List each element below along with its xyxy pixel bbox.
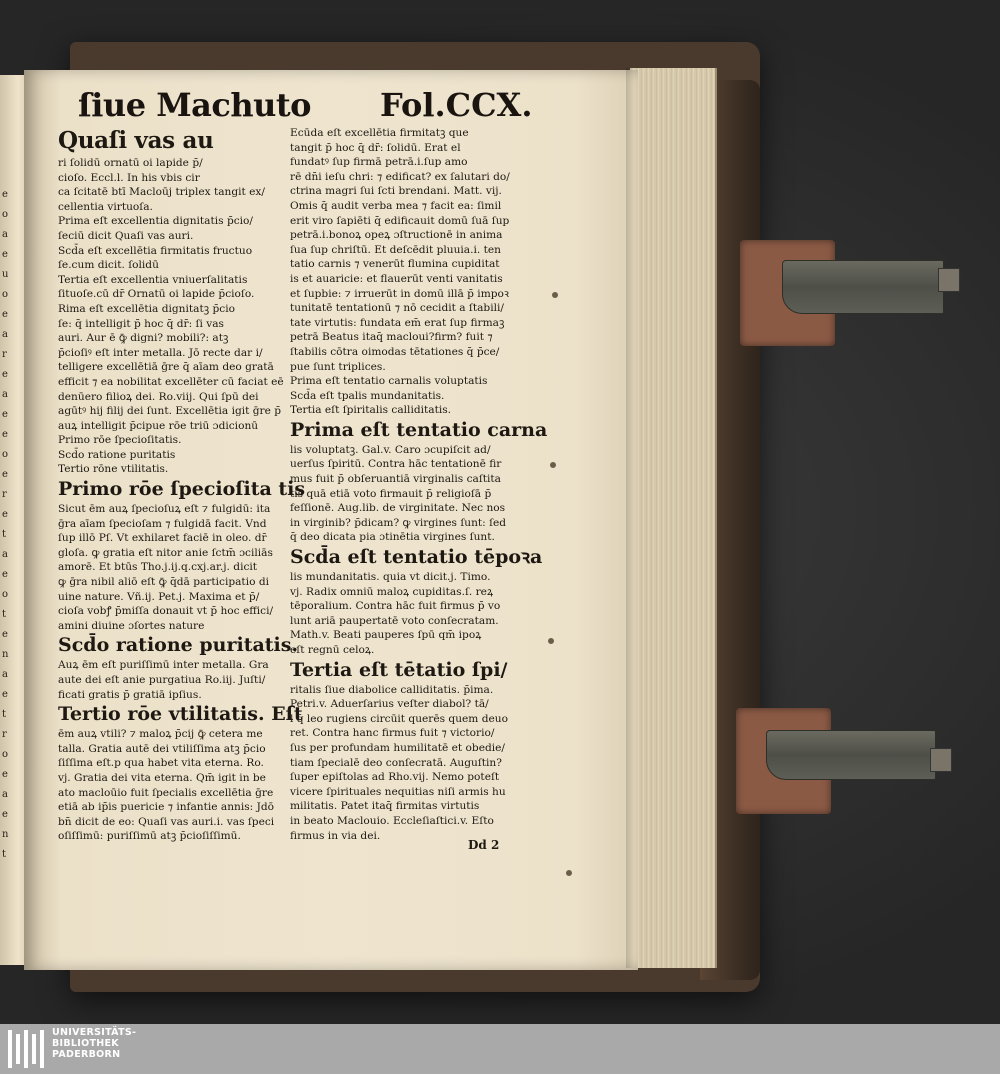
left-page-line: a	[2, 789, 8, 800]
text-line: agūtꝰ hij filij dei ſunt. Excellētia igit ḡre p̄	[58, 405, 282, 418]
text-line: denūero filioꝝ dei. Ro.viij. Qui ſpū dei	[58, 390, 259, 403]
text-line: ctrina magri ſui ſcti brendani. Matt. vij.	[290, 185, 502, 198]
text-line: q̄ deo dicata pia ɔtinētia virgines ſunt.	[290, 531, 495, 544]
text-line: lunt ariā paupertatē voto conſecratam.	[290, 614, 499, 627]
text-line: Petri.v. Aduerſarius veſter diabol? tā/	[290, 698, 489, 711]
institution-line-1: UNIVERSITÄTS-	[52, 1027, 137, 1038]
text-line: tunitatē tentationū ⁊ nō cecidit a ſtabili/	[290, 302, 504, 315]
text-line: Prima eſt tentatio carnalis voluptatis	[290, 375, 488, 388]
text-line: Scd̄a eſt tentatio tēpoꝛa	[290, 546, 543, 569]
text-line: firmus in via dei.	[290, 829, 381, 842]
text-line: Tertia eſt ſpiritalis calliditatis.	[290, 404, 452, 417]
text-line: amorē. Et btūs Tho.j.ij.q.cxj.ar.j. dicit	[58, 561, 258, 574]
text-line: tiam ſpecialē deo conſecratā. Auguſtin?	[290, 756, 502, 769]
left-page-line: a	[2, 229, 8, 240]
institution-line-2: BIBLIOTHEK	[52, 1038, 119, 1049]
text-column-right	[290, 126, 548, 843]
left-page-line: a	[2, 549, 8, 560]
text-line: bn̄ dicit de eo: Quaſi vas auri.i. vas ſpeci	[58, 815, 275, 828]
text-line: eſt regnū celoꝝ.	[290, 644, 375, 656]
text-line: aute dei eſt anie purgatiua Ro.iij. Juſti/	[58, 674, 266, 686]
text-line: Primo rōe ſpecioſitatis.	[58, 434, 182, 447]
footer-bar	[0, 1024, 1000, 1074]
text-line: militatis. Patet itaq̄ firmitas virtutis	[290, 800, 480, 813]
running-head-title: ſiue Machuto	[78, 86, 311, 124]
left-page-line: a	[2, 329, 8, 340]
text-line: vicere ſpirituales nequitias niſi armis hu	[290, 785, 506, 798]
text-line: fundatꝰ ſup firmā petrā.i.ſup amo	[290, 156, 468, 169]
text-line: erit viro ſapiēti q̄ edificauit domū ſuā ſup	[290, 214, 510, 227]
lower-clasp	[736, 708, 958, 818]
text-line: efficit ⁊ ea nobilitat excellēter cū faciat eē	[58, 375, 284, 388]
text-line: Math.v. Beati pauperes ſpū qm̄ ipoꝝ	[290, 629, 482, 642]
text-line: Auꝝ ēm eſt puriſſimū inter metalla. Gra	[58, 659, 269, 672]
left-page-line: o	[2, 289, 9, 300]
text-line: auꝝ intelligit p̄cipue rōe triū ɔdicionū	[58, 419, 259, 432]
text-line: ſus per profundam humilitatē et obedie/	[290, 741, 505, 754]
text-line: Sicut ēm auꝝ ſpecioſuꝝ eſt ⁊ fulgidū: ita	[58, 503, 271, 516]
text-line: pue ſunt triplices.	[290, 360, 386, 373]
text-line: auri. Aur ē ꝙ̄ digni? mobili?: atꝫ	[58, 332, 229, 345]
institution-line-3: PADERBORN	[52, 1049, 121, 1060]
text-line: ſup illō Pſ. Vt exhilaret faciē in oleo. dr̄	[58, 532, 267, 545]
left-page-line: o	[2, 589, 9, 600]
text-line: talla. Gratia autē dei vtiliſſima atꝫ p̄cio	[58, 742, 266, 755]
text-line: is et auaricie: et flauerūt venti vanitatis	[290, 272, 503, 285]
text-line: uerſus ſpiritū. Contra hāc tentationē fir	[290, 458, 502, 471]
left-page-line: e	[2, 569, 8, 580]
left-page-line: e	[2, 369, 8, 380]
left-page-line: e	[2, 469, 8, 480]
left-page-line: e	[2, 409, 8, 420]
text-line: in virginib? p̄dicam? ꝙ virgines ſunt: ſed	[290, 516, 507, 529]
left-page-line: r	[2, 729, 7, 740]
text-line: tatio carnis ⁊ venerūt flumina cupiditat	[290, 258, 500, 271]
text-line: amini diuine ɔſortes nature	[58, 619, 205, 632]
text-line: ēm auꝝ vtili? ⁊ maloꝝ p̄cij ꝙ̄ cetera me	[58, 728, 263, 741]
text-line: p̄cioſiꝰ eſt inter metalla. Jō recte dar i/	[58, 346, 263, 359]
text-line: Prima eſt tentatio carna	[290, 418, 548, 441]
text-line: lis mundanitatis. quia vt dicit.j. Timo.	[290, 571, 491, 584]
text-line: rē dn̄i ieſu chri: ⁊ edificat? ex ſalutari do/	[290, 170, 510, 183]
text-line: Scd̄o ratione puritatis.	[58, 634, 299, 657]
text-line: vj. Gratia dei vita eterna. Qm̄ igit in be	[58, 771, 266, 784]
text-line: Rima eſt excellētia dignitatꝫ p̄cio	[58, 302, 235, 315]
text-line: ſuper epiſtolas ad Rho.vij. Nemo poteſt	[290, 771, 500, 784]
text-column-left	[58, 126, 306, 844]
left-page-line: a	[2, 389, 8, 400]
text-line: tate virtutis: fundata em̄ erat ſup firmaꝫ	[290, 316, 505, 329]
left-page-line: t	[2, 849, 7, 860]
text-line: gloſa. ꝙ gratia eſt nitor anie ſctm̄ ɔciliās	[58, 546, 273, 559]
left-page-line: e	[2, 429, 8, 440]
text-line: ritalis ſiue diabolice calliditatis. p̄ima.	[290, 683, 494, 696]
text-line: mus fuit p̄ obſeruantiā virginalis caſtita	[290, 473, 501, 486]
text-line: Tertio rōne vtilitatis.	[58, 463, 169, 476]
left-page-line: r	[2, 349, 7, 360]
text-line: Scd̄o ratione puritatis	[58, 448, 176, 461]
text-line: ſua ſup chriſtū. Et deſcēdit pluuia.i. ten	[290, 243, 501, 256]
text-line: tēporalium. Contra hāc fuit firmus p̄ vo	[290, 600, 501, 613]
left-page-line: o	[2, 449, 9, 460]
folio-number: Fol.CCX.	[380, 86, 533, 124]
text-line: vj. Radix omniū maloꝝ cupiditas.ſ. reꝝ	[290, 585, 494, 598]
text-line: feſſionē. Aug.lib. de virginitate. Nec nos	[290, 502, 506, 515]
left-page-line: t	[2, 529, 7, 540]
text-line: ſe.cum dicit. ſolidū	[58, 259, 159, 272]
text-line: ſituoſe.cū dr̄ Ornatū oi lapide p̄cioſo.	[58, 288, 255, 301]
text-line: Tertio rōe vtilitatis. Eſt	[58, 703, 303, 726]
text-line: ſtabilis cōtra oimodas tētationes q̄ p̄ce/	[290, 345, 500, 358]
text-line: Omis q̄ audit verba mea ⁊ facit ea: ſimil	[290, 199, 502, 212]
left-page-text	[2, 185, 22, 865]
text-line: ꝙ ḡra nibil aliō eſt ꝙ̄ q̄dā participatio di	[58, 576, 269, 589]
text-line: ḡra aīam ſpecioſam ⁊ fulgidā facit. Vnd	[58, 517, 267, 530]
text-line: l q̄ leo rugiens circūit querēs quem deuo	[290, 712, 508, 725]
text-line: Scd̄a eſt tpalis mundanitatis.	[290, 389, 445, 402]
left-page-line: a	[2, 669, 8, 680]
signature-mark: Dd 2	[468, 838, 500, 852]
left-page-line: e	[2, 309, 8, 320]
text-line: in beato Maclouio. Eccleſiaſtici.v. Eſto	[290, 814, 494, 827]
left-page-line: e	[2, 809, 8, 820]
text-line: tangit p̄ hoc q̄ dr̄: ſolidū. Erat el	[290, 141, 461, 154]
text-line: ſeciū dicit Quaſi vas auri.	[58, 229, 194, 242]
text-line: ſiſſima eſt.p qua habet vita eterna. Ro.	[58, 757, 264, 770]
text-line: uine nature. Vñ.ij. Pet.j. Maxima et p̄/	[58, 590, 260, 603]
text-line: petrā.i.bonoꝝ opeꝝ ɔſtructionē in anima	[290, 229, 503, 242]
left-page-line: r	[2, 489, 7, 500]
text-line: Prima eſt excellentia dignitatis p̄cio/	[58, 215, 254, 228]
left-page-line: e	[2, 249, 8, 260]
left-page-line: t	[2, 709, 7, 720]
left-page-line: e	[2, 189, 8, 200]
left-page-line: t	[2, 609, 7, 620]
text-line: cioſa vobꝭ p̄miſſa donauit vt p̄ hoc effici/	[58, 605, 274, 618]
left-page-line: e	[2, 689, 8, 700]
left-page-line: o	[2, 209, 9, 220]
left-page-line: e	[2, 509, 8, 520]
left-page-line: u	[2, 269, 9, 280]
page-block-fore-edge	[630, 68, 717, 968]
text-line: ato macloūio fuit ſpecialis excellētia ḡre	[58, 786, 274, 799]
left-page-line: e	[2, 629, 8, 640]
text-line: telligere excellētiā ḡre q̄ aīam deo gratā	[58, 361, 274, 374]
left-page-line: n	[2, 649, 9, 660]
text-line: lis voluptatꝫ. Gal.v. Caro ɔcupiſcit ad/	[290, 443, 491, 456]
text-line: Quaſi vas au	[58, 127, 214, 154]
text-line: cioſo. Eccl.l. In his vbis cir	[58, 171, 200, 184]
left-page-line: n	[2, 829, 9, 840]
left-page-line: e	[2, 769, 8, 780]
text-line: et ſupbie: ⁊ irruerūt in domū illā p̄ impoꝛ	[290, 287, 509, 300]
text-line: Ecūda eſt excellētia firmitatꝫ que	[290, 127, 469, 139]
text-line: cellentia virtuoſa.	[58, 200, 153, 213]
text-line: ri ſolidū ornatū oi lapide p̄/	[58, 157, 203, 169]
text-line: ficati gratis p̄ gratiā ipſius.	[58, 688, 202, 701]
page-shadow	[626, 68, 634, 968]
text-line: Scd̄a eſt excellētia firmitatis fructuo	[58, 244, 253, 257]
text-line: ret. Contra hanc firmus fuit ⁊ victorio/	[290, 727, 495, 740]
text-line: etiā ab ip̄is puericie ⁊ infantie annis: Jdō	[58, 801, 275, 814]
text-line: oſiſſimū: puriſſimū atꝫ p̄cioſiſſimū.	[58, 830, 241, 843]
text-line: Primo rōe ſpecioſita tis	[58, 478, 306, 501]
library-logo-icon	[8, 1030, 46, 1068]
text-line: petrā Beatus itaq̄ macloui?firm? fuit ⁊	[290, 331, 493, 344]
text-line: tis quā etiā voto firmauit p̄ religioſā p̄	[290, 487, 492, 500]
text-line: ſe: q̄ intelligit p̄ hoc q̄ dr̄: ſi vas	[58, 317, 224, 330]
text-line: Tertia eſt tētatio ſpi/	[290, 658, 508, 681]
text-line: ca ſcitatē btī Macloūj triplex tangit ex/	[58, 186, 265, 199]
left-page-line: o	[2, 749, 9, 760]
text-line: Tertia eſt excellentia vniuerſalitatis	[58, 273, 248, 286]
upper-clasp	[740, 240, 962, 350]
